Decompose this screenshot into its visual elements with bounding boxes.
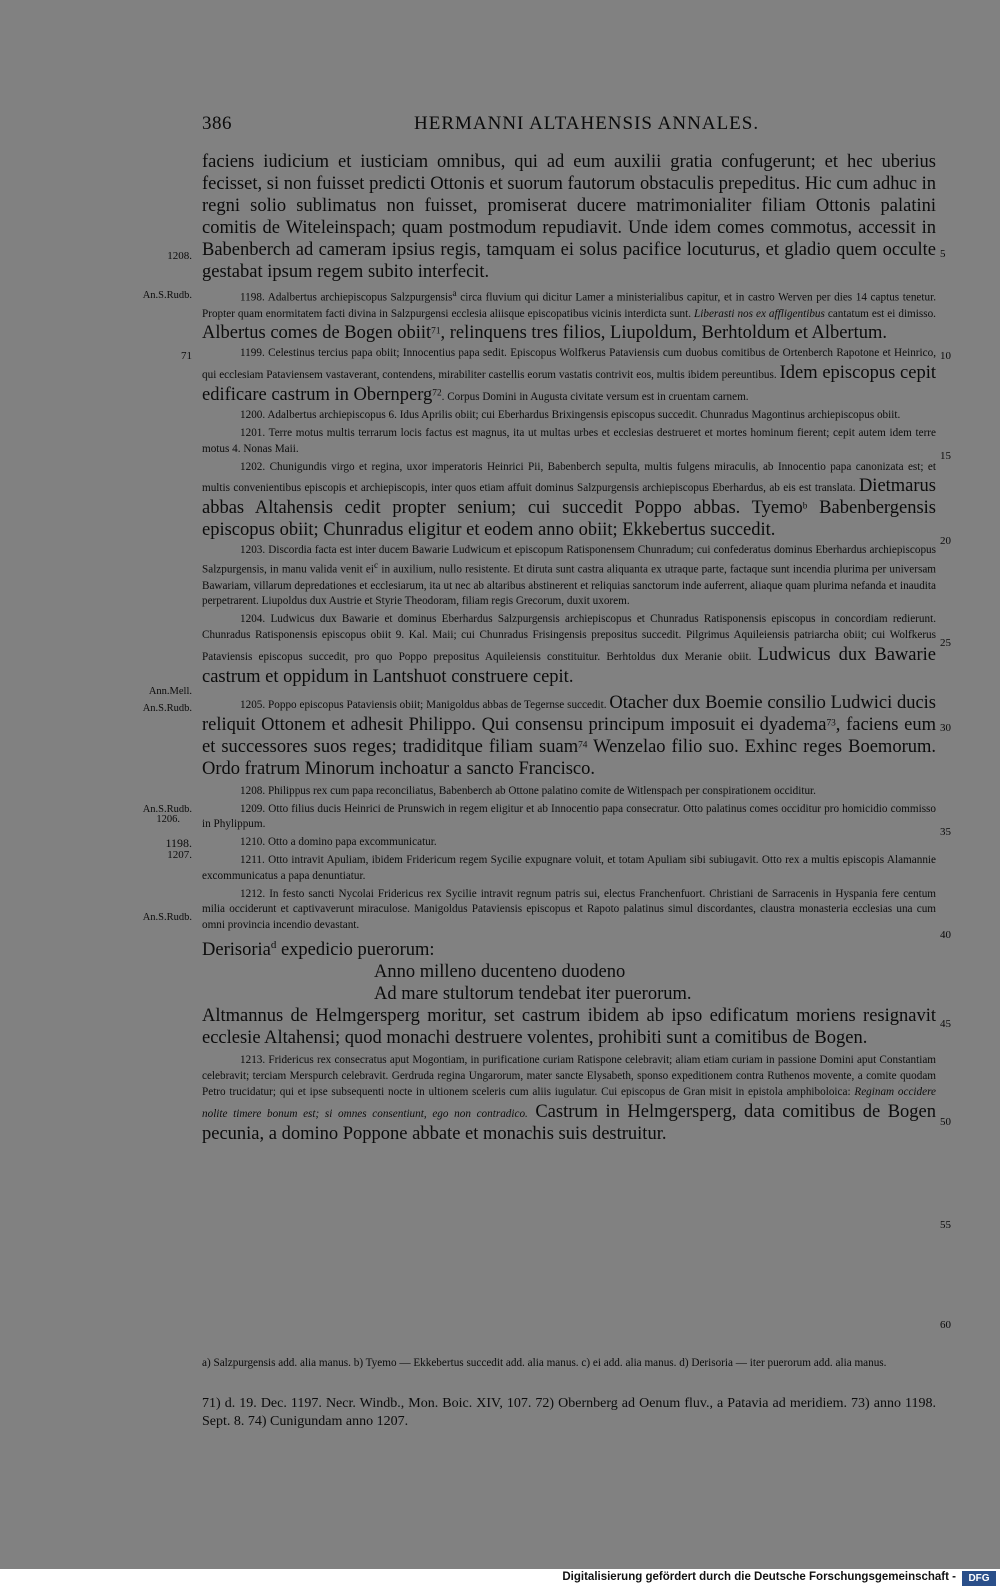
verse-line: Anno milleno ducenteno duodeno (374, 962, 626, 983)
margin-source-an-s-rudb: An.S.Rudb. (142, 912, 192, 923)
margin-year-1198: 1198. (165, 836, 192, 850)
margin-year-1206: 1206. (156, 814, 180, 825)
line-number: 45 (940, 1018, 951, 1030)
dfg-logo: DFG (962, 1571, 996, 1586)
entry-1199: 1199. Celestinus tercius papa obiit; Innocentius papa sedit. Episcopus Wolfkerus Pataviensis cum duobus comitibus de Ortenberch Rapotone et Heinrico, qui ecclesiam Pataviensem vastaverant, contendens, mirabiliter castellis eorum vastatis contrivit eos, multis ibidem pereuntibus. Idem episcopus cepit edificare castrum in Obernperg$^{72}$. Corpus Domini in Augusta civitate versum est in cruentam carnem. (202, 347, 936, 406)
paragraph: Altmannus de Helmgersperg moritur, set castrum ibidem ab ipso edificatum moriens resignavit ecclesie Altahensi; quod monachi destruere volentes, prohibiti sunt a comitibus de Bogen. (202, 1006, 936, 1049)
margin-note-71: 71 (181, 350, 192, 362)
footnotes-letters: a) Salzpurgensis add. alia manus. b) Tyemo — Ekkebertus succedit add. alia manus. c) ei add. alia manus. d) Derisoria — iter puerorum add. alia manus. (202, 1357, 887, 1369)
running-title: HERMANNI ALTAHENSIS ANNALES. (414, 113, 760, 134)
entry-1201: 1201. Terre motus multis terrarum locis factus est magnus, ita ut multas urbes et ecclesias destrueret et mortes hominum fierent; cepit autem idem terre motus 4. Nonas Maii. (202, 426, 936, 455)
margin-source-ann-mell: Ann.Mell. (148, 686, 192, 697)
margin-source-an-s-rudb: An.S.Rudb. (142, 290, 192, 301)
entry-1210: 1210. Otto a domino papa excommunicatur. (240, 836, 437, 849)
line-number: 40 (940, 929, 951, 941)
entry-1209: 1209. Otto filius ducis Heinrici de Prunswich in regem eligitur et ab Innocentio papa consecratur. Otto palatinus comes occiditur pro homicidio commisso in Phylippum. (202, 802, 936, 831)
annals-body (202, 151, 936, 1145)
line-number: 35 (940, 826, 951, 838)
margin-source-an-s-rudb: An.S.Rudb. (142, 804, 192, 815)
paragraph: faciens iudicium et iusticiam omnibus, qui ad eum auxilii gratia confugerunt; et hec uberius fecisset, si non fuisset predicti Ottonis et suorum fautorum obstaculis prepeditus. Hic cum adhuc in regni solio sublimatus non fuisset, promiserat ducere matrimonialiter filiam Ottonis palatini comitis de Witeleinspach; quam postmodum repudiavit. Unde idem comes commotus, accessit in Babenberch ad cameram ipsius regis, tamquam ei solus pacifice locuturus, et gladio quem occulte gestabat ipsum regem subito interfecit. (202, 152, 936, 282)
entry-1205: 1205. Poppo episcopus Pataviensis obiit; Manigoldus abbas de Tegernse succedit. Otacher dux Boemie consilio Ludwici ducis reliquit Ottonem et adhesit Philippo. Qui consensu principum imposuit ei dyadema$^{73}$, faciens eum et successores suos reges; tradiditque filiam suam$^{74}$ Wenzelao filio suo. Exhinc reges Boemorum. Ordo fratrum Minorum inchoatur a sancto Francisco. (202, 692, 936, 779)
page-number: 386 (202, 113, 232, 134)
line-number: 15 (940, 450, 951, 462)
line-number: 50 (940, 1116, 951, 1128)
entry-1202: 1202. Chunigundis virgo et regina, uxor imperatoris Heinrici Pii, Babenberch sepulta, multis fulgens miraculis, ab Innocentio papa canonizata est; et multis convenientibus episcopis et archiepiscopis, inter quos etiam affuit dominus Salzpurgensis archiepiscopus Eberhardus, ab eis est translata. Dietmarus abbas Altahensis cedit propter senium; cui succedit Poppo abbas. Tyemo$^b$ Babenbergensis episcopus obiit; Chunradus eligitur et eodem anno obiit; Ekkebertus succedit. (202, 460, 936, 541)
line-number: 5 (940, 248, 946, 260)
entry-1211: 1211. Otto intravit Apuliam, ibidem Fridericum regem Sycilie expugnare voluit, et totam Apuliam sibi subiugavit. Otto rex a multis episcopis Alamannie excommunicatus a papa denuntiatur. (202, 854, 936, 882)
line-number: 60 (940, 1319, 951, 1331)
entry-1203: 1203. Discordia facta est inter ducem Bawarie Ludwicum et episcopum Ratisponensem Chunradum; cui confederatus dominus Eberhardus archiepiscopus Salzpurgensis, in manu valida venit $ei^c$ in auxilium, nullo resistente. Et diruta sunt castra aliquanta ex utraque parte, factaque sunt incendia plurima per universam Bawariam, villarum depredationes et ecclesiarum, ita ut nec ab altaribus abstinerent et reliquias sanctorum inde auferrent, aliaque quam plurima nefanda et inaudita perpetrarent. Liupoldus dux Austrie et Styrie Theodoram, filiam regis Grecorum, duxit uxorem. (202, 544, 936, 608)
entry-1200: 1200. Adalbertus archiepiscopus 6. Idus Aprilis obiit; cui Eberhardus Brixingensis episcopus succedit. Chunradus Magontinus archiepiscopus obiit. (240, 409, 901, 422)
entry-1198: 1198. Adalbertus archiepiscopus Salzpurgensis$^a$ circa fluvium qui dicitur Lamer a ministerialibus capitur, et in castro Werven per dies 14 captus tenetur. Propter quam enormitatem facti divina in Salzpurgensi ecclesia aliisque episcopatibus vicinis interdicta sunt. Liberasti nos ex affligentibus cantatum est ei dimisso. Albertus comes de Bogen obiit$^{71}$, relinquens tres filios, Liupoldum, Berhtoldum et Albertum. (202, 289, 936, 344)
verse-line: Ad mare stultorum tendebat iter puerorum. (374, 984, 692, 1005)
entry-1213: 1213. Fridericus rex consecratus aput Mogontiam, in purificatione curiam Ratispone celebravit; aliam etiam curiam in passione Domini aput Constantiam celebravit; terciam Merspurch celebravit. Gerdruda regina Ungarorum, mater sancte Elysabeth, sponso expeditionem contra Ruthenos movente, a comite quodam Petro trucidatur; qui et ipse subsequenti nocte in ultionem sceleris cum aliis iugulatur. Cui episcopus de Gran misit in epistola amphiboloica: Reginam occidere nolite timere bonum est; si omnes consentiunt, ego non contradico. Castrum in Helmgersperg, data comitibus de Bogen pecunia, a domino Poppone abbate et monachis suis destruitur. (202, 1054, 936, 1144)
line-number: 10 (940, 350, 951, 362)
margin-source-an-s-rudb: An.S.Rudb. (142, 703, 192, 714)
derisoria-heading: Derisoria$^d$ expedicio puerorum: (202, 939, 435, 961)
line-number: 30 (940, 722, 951, 734)
entry-1204: 1204. Ludwicus dux Bawarie et dominus Eberhardus Salzpurgensis archiepiscopus et Chunradus Ratisponensis episcopus in concordiam redierunt. Chunradus Ratisponensis episcopus obiit 9. Kal. Maii; cui Chunradus Frisingensis prepositus succedit. Pilgrimus Aquileiensis patriarcha obiit; cui Wolfkerus Pataviensis episcopus succedit, pro quo Poppo prepositus Aquileiensis constituitur. Berhtoldus dux Meranie obiit. Ludwicus dux Bawarie castrum et oppidum in Lantshuot construere cepit. (202, 613, 936, 687)
line-number: 55 (940, 1219, 951, 1231)
margin-year-1207: 1207. (167, 849, 192, 861)
line-number: 25 (940, 637, 951, 649)
margin-year-1208: 1208. (167, 250, 192, 262)
footnotes-numbers: 71) d. 19. Dec. 1197. Necr. Windb., Mon. Boic. XIV, 107. 72) Obernberg ad Oenum fluv., a Patavia ad meridiem. 73) anno 1198. Sept. 8. 74) Cunigundam anno 1207. (202, 1396, 936, 1429)
digitization-credit: Digitalisierung gefördert durch die Deutsche Forschungsgemeinschaft - (562, 1571, 956, 1583)
entry-1212: 1212. In festo sancti Nycolai Fridericus rex Sycilie intravit regnum patris sui, electus Franchenfuort. Christiani de Sarracenis in Hyspania fere centum milia occiderunt et captivaverunt miraculose. Manigoldus Pataviensis episcopus et Rapoto palatinus simul discordantes, claustra monasteria ecclesias una cum omni provincia incendio devastant. (202, 887, 936, 932)
line-number: 20 (940, 535, 951, 547)
entry-1208: 1208. Philippus rex cum papa reconciliatus, Babenberch ab Ottone palatino comite de Witlenspach per conspirationem occiditur. (240, 784, 816, 797)
